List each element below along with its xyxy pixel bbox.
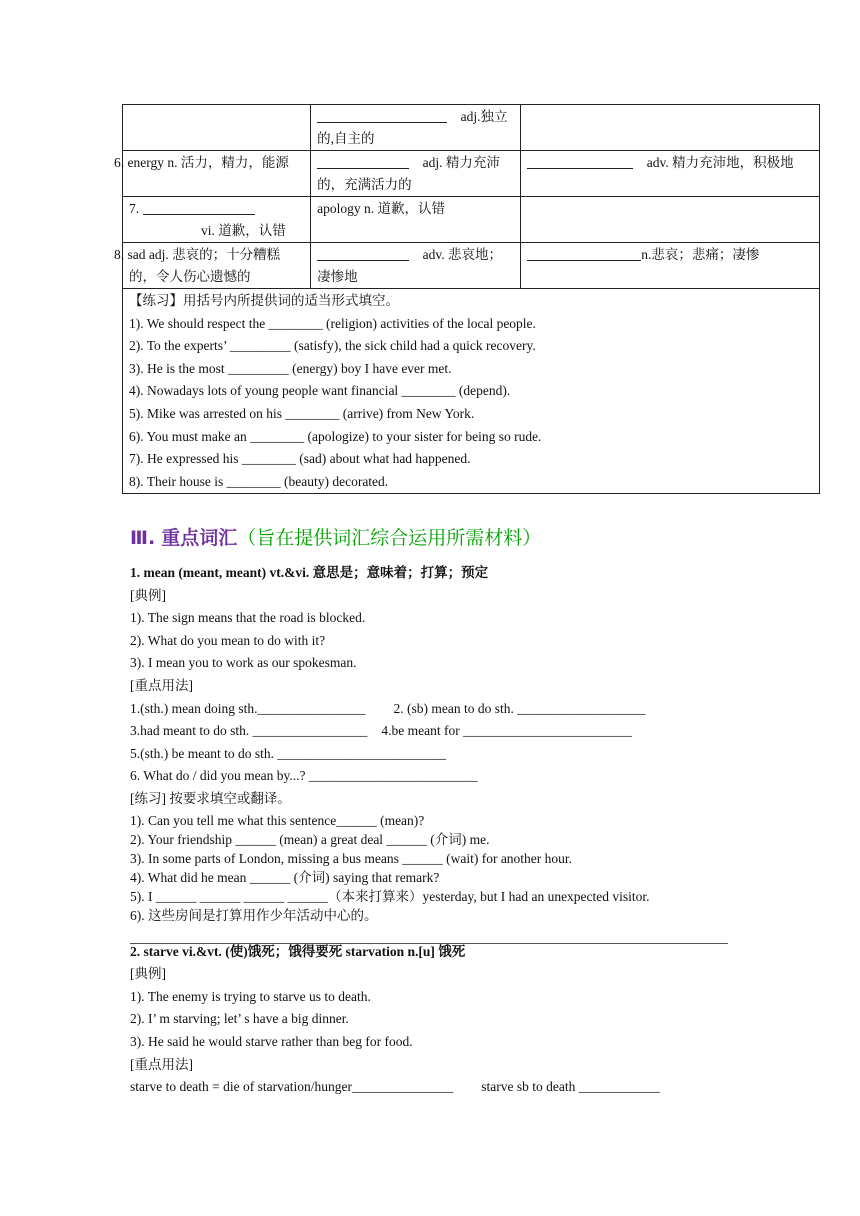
word-form-table — [114, 104, 820, 494]
section-note: （旨在提供词汇综合运用所需材料） — [237, 527, 542, 549]
cell-text: n.悲哀；悲痛；凄惨 — [641, 247, 760, 262]
fill-blank[interactable] — [317, 154, 409, 169]
fill-blank[interactable] — [527, 246, 641, 261]
cell-text: 8. sad adj. 悲哀的；十分糟糕的，令人伤心遗憾的 — [114, 247, 281, 284]
fill-blank[interactable] — [143, 200, 255, 215]
usage-label: [重点用法] — [130, 1056, 193, 1072]
entry-heading-starve: 2. starve vi.&vt. (使)饿死；饿得要死 starvation n.[u] 饿死 — [130, 943, 466, 959]
exercise-label: [练习] 按要求填空或翻译。 — [130, 790, 291, 806]
cell-number: 7. — [129, 201, 140, 216]
usage-item: starve to death = die of starvation/hunger_______________ — [130, 1079, 454, 1095]
table-row — [123, 151, 820, 197]
table-cell — [123, 105, 311, 151]
usage-line — [130, 1076, 770, 1099]
cell-text: adv. 精力充沛地，积极地 — [646, 155, 794, 170]
usage-item: starve sb to death ____________ — [481, 1079, 660, 1095]
example-line: 1). The sign means that the road is blocked. — [130, 610, 366, 626]
table-cell — [521, 197, 820, 243]
usage-item: 3.had meant to do sth. _________________ — [130, 723, 368, 739]
cell-text: 6. energy n. 活力，精力，能源 — [114, 155, 289, 170]
usage-line — [130, 698, 770, 721]
practice-item: 5). Mike was arrested on his ________ (arrive) from New York. — [129, 405, 475, 421]
cell-text: adj. 精力充沛的，充满活力的 — [317, 155, 500, 192]
exercise-line: 2). Your friendship ______ (mean) a great deal ______ (介词) me. — [130, 831, 490, 847]
table-cell — [123, 197, 311, 243]
table-cell — [311, 197, 521, 243]
usage-item: 4.be meant for _________________________ — [381, 723, 632, 739]
example-line: 2). What do you mean to do with it? — [130, 632, 326, 648]
usage-item: 6. What do / did you mean by...? _________________________ — [130, 768, 478, 784]
practice-item: 2). To the experts’ _________ (satisfy), the sick child had a quick recovery. — [129, 338, 536, 354]
practice-item: 1). We should respect the ________ (religion) activities of the local people. — [129, 315, 536, 331]
usage-item: 5.(sth.) be meant to do sth. _________________________ — [130, 745, 447, 761]
practice-item: 7). He expressed his ________ (sad) about what had happened. — [129, 451, 471, 467]
example-line: 1). The enemy is trying to starve us to death. — [130, 988, 371, 1004]
entry-heading-mean: 1. mean (meant, meant) vt.&vi. 意思是；意味着；打算；预定 — [130, 565, 489, 580]
exercise-line: 4). What did he mean ______ (介词) saying that remark? — [130, 869, 440, 885]
practice-item: 4). Nowadays lots of young people want financial ________ (depend). — [129, 383, 511, 399]
section-title: 重点词汇 — [161, 527, 238, 549]
exercise-line: 5). I ______ ______ ______ ______（本来打算来）yesterday, but I had an unexpected visitor. — [130, 888, 650, 904]
vocabulary-content — [130, 562, 770, 1099]
table-cell — [311, 151, 521, 197]
usage-label: [重点用法] — [130, 677, 193, 693]
usage-item: 1.(sth.) mean doing sth.________________ — [130, 700, 366, 716]
usage-item: 2. (sb) mean to do sth. ___________________ — [393, 700, 646, 716]
table-cell — [311, 105, 521, 151]
exercise-line: 3). In some parts of London, missing a bus means ______ (wait) for another hour. — [130, 850, 573, 866]
fill-blank[interactable] — [317, 246, 409, 261]
section-heading — [130, 523, 541, 550]
section-number: Ⅲ. — [130, 527, 156, 549]
practice-cell — [123, 289, 820, 494]
table-cell — [311, 243, 521, 289]
practice-item: 8). Their house is ________ (beauty) decorated. — [129, 473, 389, 489]
usage-line — [130, 720, 770, 743]
cell-text: adj.独立的,自主的 — [317, 109, 508, 146]
practice-item: 6). You must make an ________ (apologize) to your sister for being so rude. — [129, 428, 542, 444]
examples-label: [典例] — [130, 587, 166, 603]
example-line: 3). I mean you to work as our spokesman. — [130, 655, 357, 671]
exercise-line: 6). 这些房间是打算用作少年活动中心的。 — [130, 907, 378, 923]
answer-line[interactable] — [130, 943, 728, 944]
practice-item: 3). He is the most _________ (energy) boy I have ever met. — [129, 360, 452, 376]
table-cell — [521, 151, 820, 197]
fill-blank[interactable] — [527, 154, 633, 169]
table-row — [123, 289, 820, 494]
table-row — [123, 197, 820, 243]
table-cell — [521, 243, 820, 289]
practice-title: 【练习】用括号内所提供词的适当形式填空。 — [129, 293, 399, 308]
table-cell — [114, 243, 311, 289]
table-row — [123, 243, 820, 289]
table-cell — [114, 151, 311, 197]
examples-label: [典例] — [130, 966, 166, 982]
example-line: 2). I’ m starving; let’ s have a big dinner. — [130, 1011, 349, 1027]
example-line: 3). He said he would starve rather than beg for food. — [130, 1033, 413, 1049]
exercise-line: 1). Can you tell me what this sentence______ (mean)? — [130, 812, 425, 828]
table-cell — [521, 105, 820, 151]
fill-blank[interactable] — [317, 108, 447, 123]
table-row — [123, 105, 820, 151]
cell-text: vi. 道歉，认错 — [201, 223, 286, 238]
cell-text: apology n. 道歉，认错 — [317, 201, 445, 216]
cell-text: adv. 悲哀地；凄惨地 — [317, 247, 502, 284]
